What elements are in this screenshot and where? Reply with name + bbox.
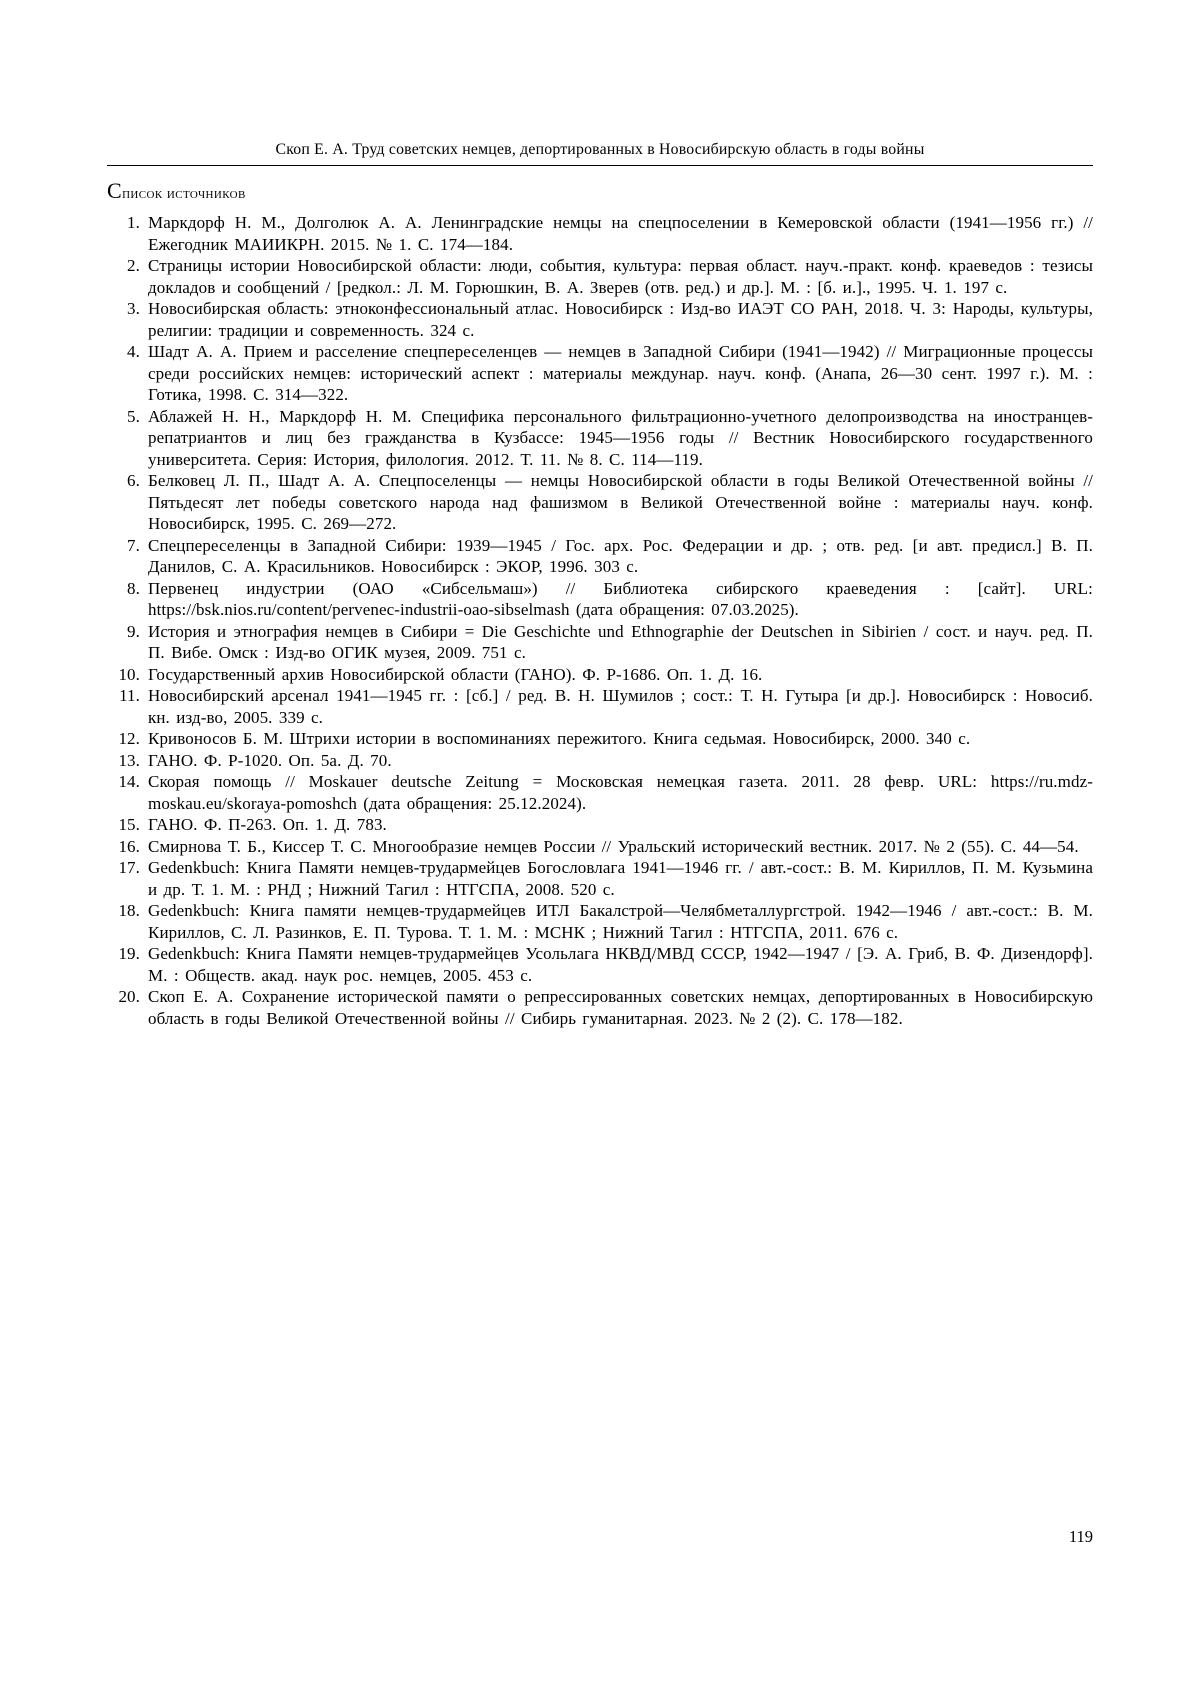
reference-text: Государственный архив Новосибирской области (ГАНО). Ф. Р-1686. Оп. 1. Д. 16. [148,664,763,684]
reference-text: Страницы истории Новосибирской области: люди, события, культура: первая област. науч.-практ. конф. краеведов : тезисы докладов и сообщений / [редкол.: Л. М. Горюшкин, В. А. Зверев (отв. ред.) и др.]. М. : [б. и.]., 1995. Ч. 1. 197 с. [148,256,1093,297]
reference-item [107,857,1093,900]
reference-number: 14. [118,772,140,791]
reference-item [107,298,1093,341]
page-number: 119 [1068,1527,1093,1546]
reference-item [107,255,1093,298]
reference-item [107,814,1093,836]
reference-text: Аблажей Н. Н., Маркдорф Н. М. Специфика персонального фильтрационно-учетного делопроизводства на иностранцев-репатриантов и лиц без гражданства в Кузбассе: 1945—1956 годы // Вестник Новосибирского государственного университета. Серия: История, филология. 2012. Т. 11. № 8. С. 114—119. [148,406,1093,469]
reference-text: Скоп Е. А. Сохранение исторической памяти о репрессированных советских немцах, депортированных в Новосибирскую область в годы Великой Отечественной войны // Сибирь гуманитарная. 2023. № 2 (2). С. 178—182. [148,987,1093,1028]
reference-item [107,406,1093,471]
reference-text: Gedenkbuch: Книга памяти немцев-трудармейцев ИТЛ Бакалстрой—Челябметаллургстрой. 1942—1946 / авт.-сост.: В. М. Кириллов, С. Л. Разинков, Е. П. Турова. Т. 1. М. : МСНК ; Нижний Тагил : НТГСПА, 2011. 676 с. [148,901,1093,942]
reference-item [107,836,1093,858]
reference-number: 4. [127,342,140,361]
reference-item [107,943,1093,986]
page-content [107,140,1093,1029]
reference-number: 8. [127,578,140,598]
reference-text: Первенец индустрии (ОАО «Сибсельмаш») // Библиотека сибирского краеведения : [сайт]. URL: https://bsk.nios.ru/content/pervenec-industrii-oao-sibselmash (дата обращения: 07.03.2025). [148,578,1093,619]
reference-text: Новосибирская область: этноконфессиональный атлас. Новосибирск : Изд-во ИАЭТ СО РАН, 2018. Ч. 3: Народы, культуры, религии: традиции и современность. 324 с. [148,299,1093,340]
reference-text: Спецпереселенцы в Западной Сибири: 1939—1945 / Гос. арх. Рос. Федерации и др. ; отв. ред. [и авт. предисл.] В. П. Данилов, С. А. Красильников. Новосибирск : ЭКОР, 1996. 303 с. [148,535,1093,576]
reference-number: 7. [127,535,140,555]
reference-text: Скорая помощь // Moskauer deutsche Zeitung = Московская немецкая газета. 2011. 28 февр. URL: https://ru.mdz-moskau.eu/skoraya-pomoshch (дата обращения: 25.12.2024). [148,772,1093,813]
reference-number: 17. [118,858,140,877]
reference-number: 11. [119,686,140,705]
reference-number: 12. [118,729,140,748]
reference-item [107,212,1093,255]
reference-item [107,578,1093,621]
reference-item [107,750,1093,772]
reference-number: 16. [118,836,140,856]
reference-text: Новосибирский арсенал 1941—1945 гг. : [сб.] / ред. В. Н. Шумилов ; сост.: Т. Н. Гутыра [и др.]. Новосибирск : Новосиб. кн. изд-во, 2005. 339 с. [148,686,1093,727]
reference-text: ГАНО. Ф. П-263. Оп. 1. Д. 783. [148,815,387,834]
reference-item [107,728,1093,750]
reference-text: Gedenkbuch: Книга Памяти немцев-трудармейцев Усольлага НКВД/МВД СССР, 1942—1947 / [Э. А. Гриб, В. Ф. Дизендорф]. М. : Обществ. акад. наук рос. немцев, 2005. 453 с. [148,944,1093,985]
reference-number: 19. [118,944,140,963]
reference-number: 10. [118,664,140,684]
reference-number: 6. [127,471,140,490]
reference-item [107,470,1093,535]
reference-number: 3. [127,299,140,318]
reference-number: 15. [118,815,140,834]
reference-item [107,685,1093,728]
reference-number: 2. [127,256,140,275]
reference-item [107,341,1093,406]
reference-text: Маркдорф Н. М., Долголюк А. А. Ленинградские немцы на спецпоселении в Кемеровской области (1941—1956 гг.) // Ежегодник МАИИКРН. 2015. № 1. С. 174—184. [148,213,1093,254]
reference-item [107,621,1093,664]
reference-list [107,212,1093,1029]
section-title: Список источников [107,178,246,203]
reference-text: Смирнова Т. Б., Киссер Т. С. Многообразие немцев России // Уральский исторический вестник. 2017. № 2 (55). С. 44—54. [148,836,1079,856]
reference-number: 18. [118,901,140,920]
reference-number: 1. [127,213,140,232]
reference-item [107,900,1093,943]
reference-item [107,535,1093,578]
running-head: Скоп Е. А. Труд советских немцев, депортированных в Новосибирскую область в годы войны [275,141,925,158]
reference-item [107,986,1093,1029]
reference-text: Шадт А. А. Прием и расселение спецпереселенцев — немцев в Западной Сибири (1941—1942) // Миграционные процессы среди российских немцев: исторический аспект : материалы междунар. науч. конф. (Анапа, 26—30 сент. 1997 г.). М. : Готика, 1998. С. 314—322. [148,342,1093,404]
reference-text: Белковец Л. П., Шадт А. А. Спецпоселенцы — немцы Новосибирской области в годы Великой Отечественной войны // Пятьдесят лет победы советского народа над фашизмом в Великой Отечественной войне : материалы науч. конф. Новосибирск, 1995. С. 269—272. [148,471,1093,533]
reference-number: 20. [118,987,140,1006]
reference-text: Gedenkbuch: Книга Памяти немцев-трудармейцев Богословлага 1941—1946 гг. / авт.-сост.: В. М. Кириллов, П. М. Кузьмина и др. Т. 1. М. : РНД ; Нижний Тагил : НТГСПА, 2008. 520 с. [148,858,1093,899]
reference-text: История и этнография немцев в Сибири = Die Geschichte und Ethnographie der Deutschen in Sibirien / сост. и науч. ред. П. П. Вибе. Омск : Изд-во ОГИК музея, 2009. 751 с. [148,621,1093,662]
reference-item [107,664,1093,686]
reference-number: 9. [127,621,140,641]
reference-item [107,771,1093,814]
reference-text: ГАНО. Ф. Р-1020. Оп. 5а. Д. 70. [148,750,392,770]
header-rule [107,165,1093,166]
reference-number: 5. [127,406,140,426]
reference-text: Кривоносов Б. М. Штрихи истории в воспоминаниях пережитого. Книга седьмая. Новосибирск, 2000. 340 с. [148,729,971,748]
reference-number: 13. [118,750,140,770]
